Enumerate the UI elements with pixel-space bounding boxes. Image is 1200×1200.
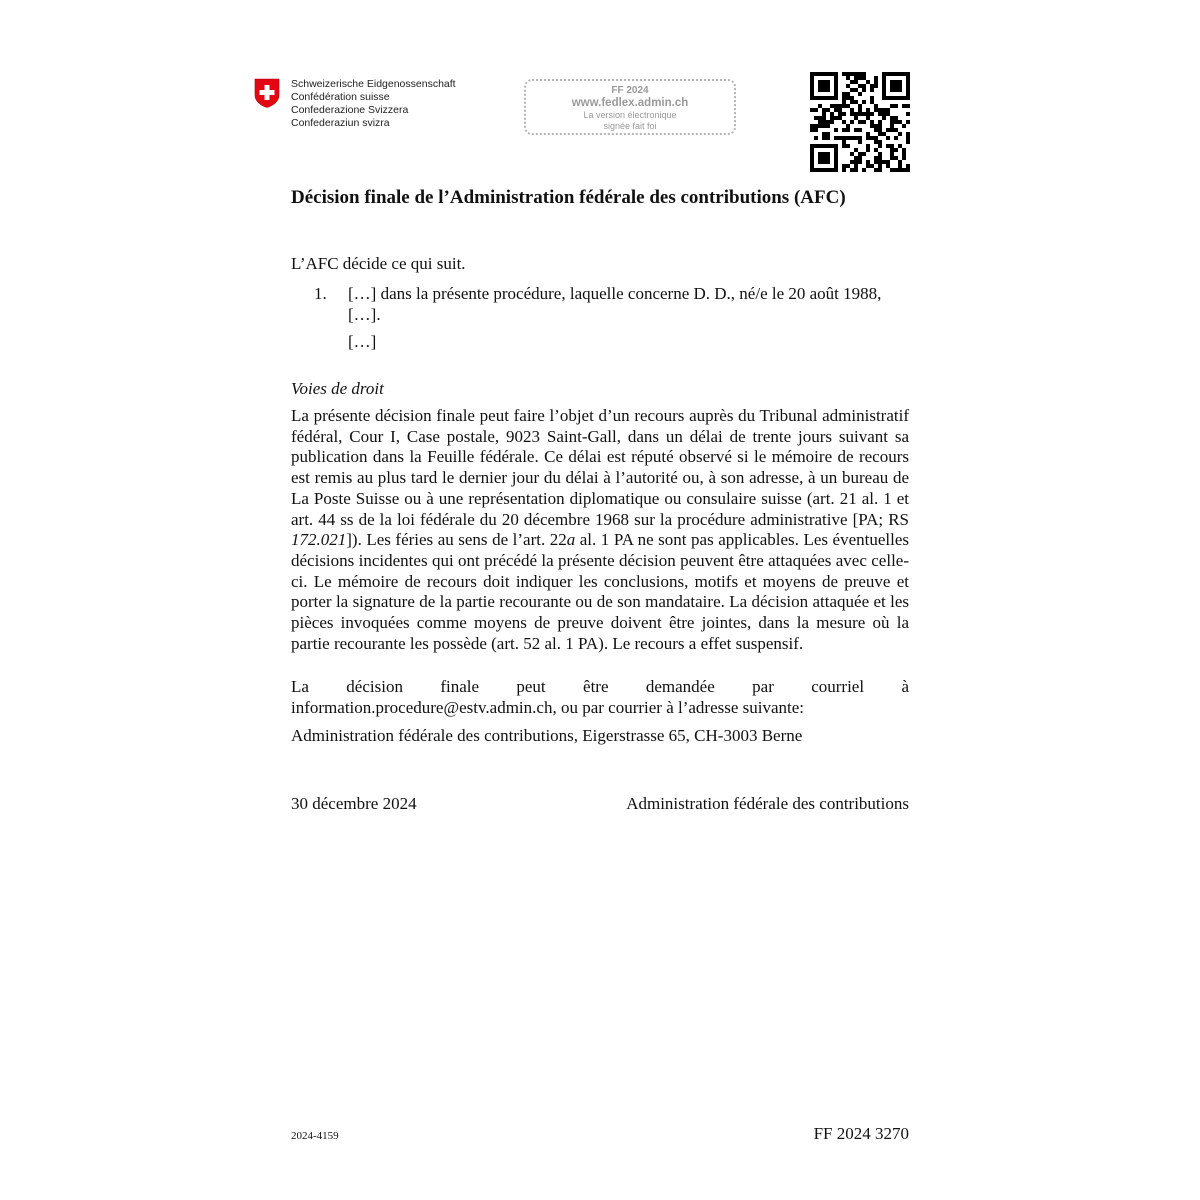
document-title: Décision finale de l’Administration fédérale des contributions (AFC) xyxy=(291,187,846,208)
federal-gazette-reference: FF 2024 3270 xyxy=(813,1124,909,1143)
qr-code-icon xyxy=(810,72,910,172)
stamp-note-1: La version électronique xyxy=(583,110,677,120)
electronic-version-stamp xyxy=(524,79,736,135)
remedies-text-1: La présente décision finale peut faire l’objet d’un recours auprès du Tribunal administratif fédéral, Cour I, Case postale, 9023 Saint-Gall, dans un délai de trente jours suivant sa publication dans la Feuille fédérale. Ce délai est réputé observé si le mémoire de recours est remis au plus tard le dernier jour du délai à l’autorité ou, à son adresse, à un bureau de La Poste Suisse ou à une représentation diplomatique ou consulaire suisse (art. 21 al. 1 et art. 44 ss de la loi fédérale du 20 décembre 1968 sur la procédure administrative [PA; RS xyxy=(291,406,909,529)
stamp-url: www.fedlex.admin.ch xyxy=(571,97,689,109)
section-heading: Voies de droit xyxy=(291,379,384,398)
remedies-text-2: ]). Les féries au sens de l’art. 22 xyxy=(346,530,567,550)
list-item-number: 1. xyxy=(314,284,327,303)
confederation-line-fr: Confédération suisse xyxy=(291,91,390,103)
request-paragraph: La décision finale peut être demandée par courriel à information.procedure@estv.admin.ch, ou par courrier à l’adresse suivante: xyxy=(291,677,909,717)
confederation-line-de: Schweizerische Eidgenossenschaft xyxy=(291,78,456,90)
document-date: 30 décembre 2024 xyxy=(291,794,417,813)
swiss-cross-icon xyxy=(254,78,280,108)
stamp-ff: FF 2024 xyxy=(611,85,649,96)
list-item-text: […] dans la présente procédure, laquelle concerne D. D., né/e le 20 août 1988, […]. xyxy=(348,284,882,324)
document-number: 2024-4159 xyxy=(291,1130,339,1142)
confederation-name xyxy=(291,78,456,130)
confederation-line-rm: Confederaziun svizra xyxy=(291,117,390,129)
intro-text: L’AFC décide ce qui suit. xyxy=(291,254,466,273)
confederation-line-it: Confederazione Svizzera xyxy=(291,104,409,116)
stamp-note-2: signée fait foi xyxy=(603,121,657,131)
remedies-text-3: al. 1 PA ne sont pas applicables. Les éventuelles décisions incidentes qui ont précédé la présente décision peuvent être attaquées avec celle-ci. Le mémoire de recours doit indiquer les conclusions, motifs et moyens de preuve et porter la signature de la partie recourante ou de son mandataire. La décision attaquée et les pièces invoquées comme moyens de preuve doivent être jointes, dans la mesure où la partie recourante les possède (art. 52 al. 1 PA). Le recours a effet suspensif. xyxy=(291,530,909,653)
remedies-sr-number: 172.021 xyxy=(291,530,347,550)
remedies-article-letter: a xyxy=(566,530,576,550)
address-line: Administration fédérale des contributions, Eigerstrasse 65, CH-3003 Berne xyxy=(291,726,803,745)
list-item-ellipsis: […] xyxy=(348,332,377,351)
remedies-paragraph xyxy=(291,406,909,654)
signing-authority: Administration fédérale des contributions xyxy=(626,794,909,813)
